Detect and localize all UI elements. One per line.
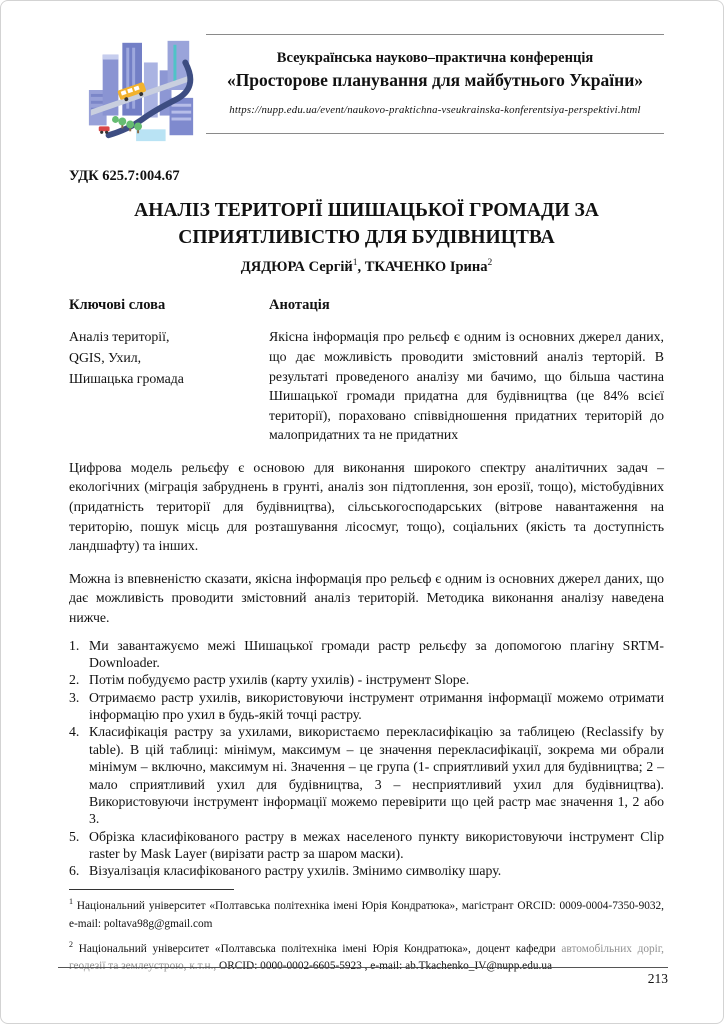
city-illustration-icon [83, 34, 201, 146]
footnote-2-text-prefix: Національний університет «Полтавська політехніка імені Юрія Кондратюка», доцент кафедри [73, 942, 562, 955]
keyword-line: QGIS, Ухил, [69, 350, 142, 366]
abstract-column [269, 297, 664, 444]
list-item-number: 1. [69, 637, 80, 653]
page-footer [58, 967, 668, 987]
list-item-text: Отримаємо растр ухилів, використовуючи інструмент отримання інформації можемо отримати інформацію про ухил в будь-якій точці растру. [89, 689, 664, 723]
keywords-list [69, 327, 269, 389]
conference-header [69, 34, 664, 146]
udk-code: УДК 625.7:004.67 [69, 168, 180, 184]
article-title [69, 197, 664, 252]
conference-title-block [206, 34, 664, 134]
list-item-text: Потім побудуємо растр ухилів (карту ухилів) - інструмент Slope. [89, 672, 470, 688]
list-item-number: 4. [69, 724, 80, 740]
article-title-line1: АНАЛІЗ ТЕРИТОРІЇ ШИШАЦЬКОЇ ГРОМАДИ ЗА [134, 200, 599, 221]
author-2: , ТКАЧЕНКО Ірина [357, 258, 488, 275]
list-item [69, 671, 664, 688]
list-item-number: 2. [69, 672, 80, 688]
footnote-1-marker: 1 [69, 896, 73, 906]
list-item-text: Візуалізація класифікованого растру ухилів. Змінимо символіку шару. [89, 863, 502, 879]
list-item-number: 3. [69, 689, 80, 705]
author-1: ДЯДЮРА Сергій [240, 258, 353, 275]
conference-theme: «Просторове планування для майбутнього України» [226, 70, 644, 90]
page-number: 213 [647, 971, 668, 986]
list-item [69, 689, 664, 724]
list-item [69, 723, 664, 827]
conference-logo [83, 34, 201, 146]
page-content [1, 1, 723, 976]
footnote-2-text-suffix: ORCID: 0000-0002-6605-5923 , e-mail: ab.Tkachenko_IV@nupp.edu.ua [216, 960, 552, 973]
abstract-text: Якісна інформація про рельєф є одним із основних джерел даних, що дає можливість проводити змістовний аналіз терторій. В результаті проведеного аналізу ми бачимо, що більша частина Шишацької громади придатна для будівництва (це 84% всієї території), пораховано співвідношення придатних територій до малопридатних та не придатних [269, 329, 664, 443]
method-steps-list [69, 637, 664, 880]
keyword-line: Шишацька громада [69, 370, 184, 386]
body-paragraph-1: Цифрова модель рельєфу є основою для виконання широкого спектру аналітичних задач – екологічних (міграція забруднень в грунті, аналіз зон підтоплення, зон ерозії, тощо), містобудівних (придатність території для будівництва), сільськогосподарських (вітрове навантаження на територію, пошук місць для розташування лісосмуг, тощо), соціальних (якість та доступність ландшафту) та інших. [69, 459, 664, 554]
keywords-header: Ключові слова [69, 297, 166, 314]
conference-url[interactable]: https://nupp.edu.ua/event/naukovo-praktichna-vseukrainska-konferentsiya-perspektivi.html [229, 104, 641, 116]
footnote-1 [69, 896, 664, 933]
keywords-column [69, 297, 269, 444]
keywords-abstract-block [69, 297, 664, 444]
abstract-header: Анотація [269, 297, 330, 314]
authors-line [69, 258, 664, 276]
list-item-text: Класифікація растру за ухилами, використаємо перекласифікацію за таблицею (Reclassify by table). В цій таблиці: мінімум, максимум – це значення перекласифікації, зокрема ми обрали мінімум – включно, максимум ні. Значення – це група (1- сприятливий ухил для будівництва; 2 – мало сприятливий ухил для будівництва, 3 – несприятливий ухил для будівництва). Використовуючи інструмент інформації можемо перевірити що цей растр має значення 1, 2 або 3. [89, 724, 664, 827]
article-title-line2: СПРИЯТЛИВІСТЮ ДЛЯ БУДІВНИЦТВА [178, 227, 555, 249]
footnote-2-text-gray: автомобільних доріг, геодезії та землеустрою, к.т.н., [69, 942, 664, 973]
list-item [69, 862, 664, 879]
list-item-text: Ми завантажуємо межі Шишацької громади растр рельєфу за допомогою плагіну SRTM-Downloader. [89, 637, 664, 670]
conference-name: Всеукраїнська науково–практична конференція [276, 50, 594, 66]
footnote-1-text: Національний університет «Полтавська політехніка імені Юрія Кондратюка», магістрант ORCID: 0009-0004-7350-9032, e-mail: poltava98g@gmail.com [69, 899, 664, 930]
list-item-text: Обрізка класифікованого растру в межах населеного пункту використовуючи інструмент Clip raster by Mask Layer (вирізати растр за шаром маски). [89, 828, 664, 862]
list-item-number: 5. [69, 828, 80, 844]
keyword-line: Аналіз території, [69, 329, 170, 345]
list-item [69, 828, 664, 863]
author-2-footnote-ref: 2 [487, 257, 493, 268]
author-1-footnote-ref: 1 [352, 257, 358, 268]
body-paragraph-2: Можна із впевненістю сказати, якісна інформація про рельєф є одним із основних джерел даних, що дає можливість проводити змістовний аналіз територій. Методика виконання аналізу наведена нижче. [69, 570, 664, 625]
list-item [69, 637, 664, 672]
list-item-number: 6. [69, 863, 80, 879]
footnote-2-marker: 2 [69, 939, 73, 949]
footnote-separator [69, 889, 234, 890]
